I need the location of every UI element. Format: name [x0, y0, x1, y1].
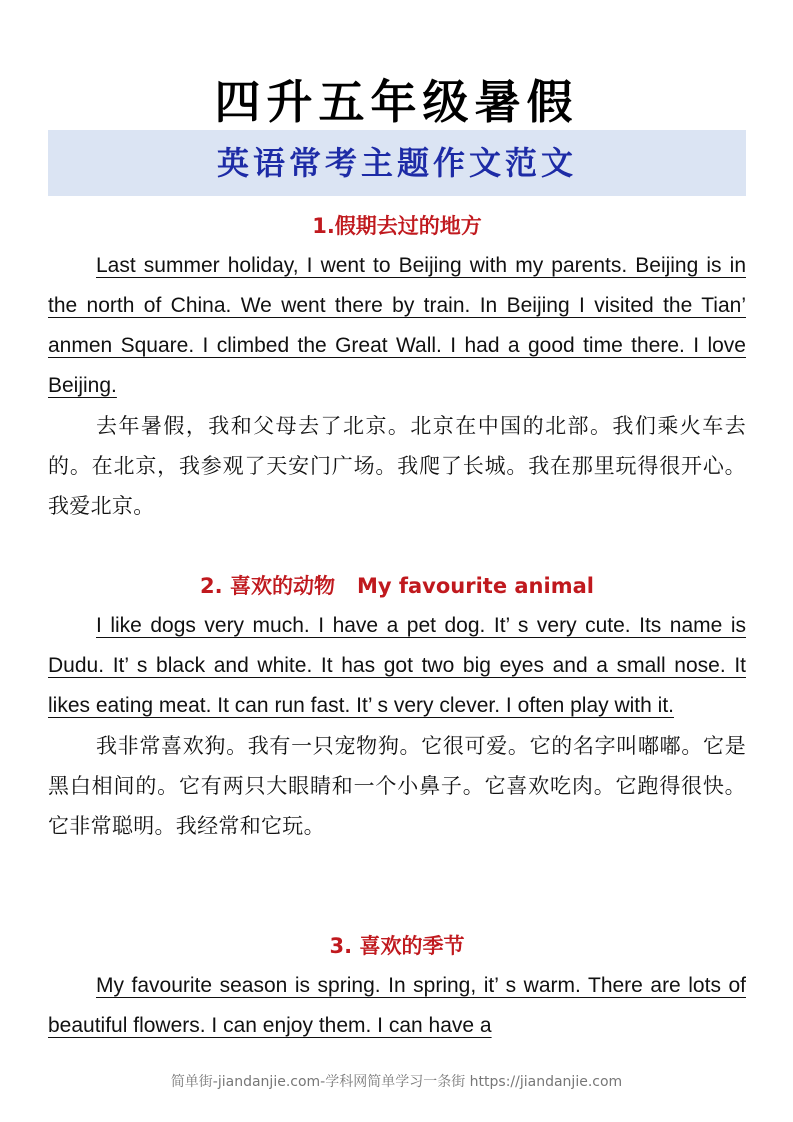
- english-paragraph: [48, 246, 746, 406]
- section-heading-cn: 1.假期去过的地方: [312, 214, 482, 238]
- chinese-paragraph: 去年暑假，我和父母去了北京。北京在中国的北部。我们乘火车去的。在北京，我参观了天安门广场。我爬了长城。我在那里玩得很开心。我爱北京。: [48, 414, 746, 518]
- essay-section-2: [48, 566, 746, 846]
- subtitle-banner: [48, 130, 746, 196]
- section-heading: [48, 566, 746, 606]
- page-footer: 简单街-jiandanjie.com-学科网简单学习一条街 https://jiandanjie.com: [170, 1074, 623, 1090]
- section-heading-en: My favourite animal: [356, 574, 594, 598]
- chinese-paragraph: 我非常喜欢狗。我有一只宠物狗。它很可爱。它的名字叫嘟嘟。它是黑白相间的。它有两只大眼睛和一个小鼻子。它喜欢吃肉。它跑得很快。它非常聪明。我经常和它玩。: [48, 734, 746, 838]
- english-text: I like dogs very much. I have a pet dog. It’ s very cute. Its name is Dudu. It’ s black and white. It has got two big eyes and a small nose. It likes eating meat. It can run fast. It’ s very clever. I often play with it.: [48, 614, 746, 717]
- section-heading-cn: 2. 喜欢的动物: [200, 574, 335, 598]
- essay-section-3: [48, 926, 746, 1046]
- section-heading: [48, 926, 746, 966]
- subtitle: 英语常考主题作文范文: [216, 144, 577, 182]
- english-paragraph: [48, 606, 746, 726]
- essay-section-1: [48, 206, 746, 526]
- section-heading-cn: 3. 喜欢的季节: [329, 934, 465, 958]
- english-text: Last summer holiday, I went to Beijing with my parents. Beijing is in the north of China. We went there by train. In Beijing I visited the Tian’ anmen Square. I climbed the Great Wall. I had a good time there. I love Beijing.: [48, 254, 746, 397]
- section-heading: [48, 206, 746, 246]
- english-text: My favourite season is spring. In spring, it’ s warm. There are lots of beautiful flowers. I can enjoy them. I can have a: [48, 974, 746, 1037]
- page-title: 四升五年级暑假: [214, 75, 579, 129]
- english-paragraph: [48, 966, 746, 1046]
